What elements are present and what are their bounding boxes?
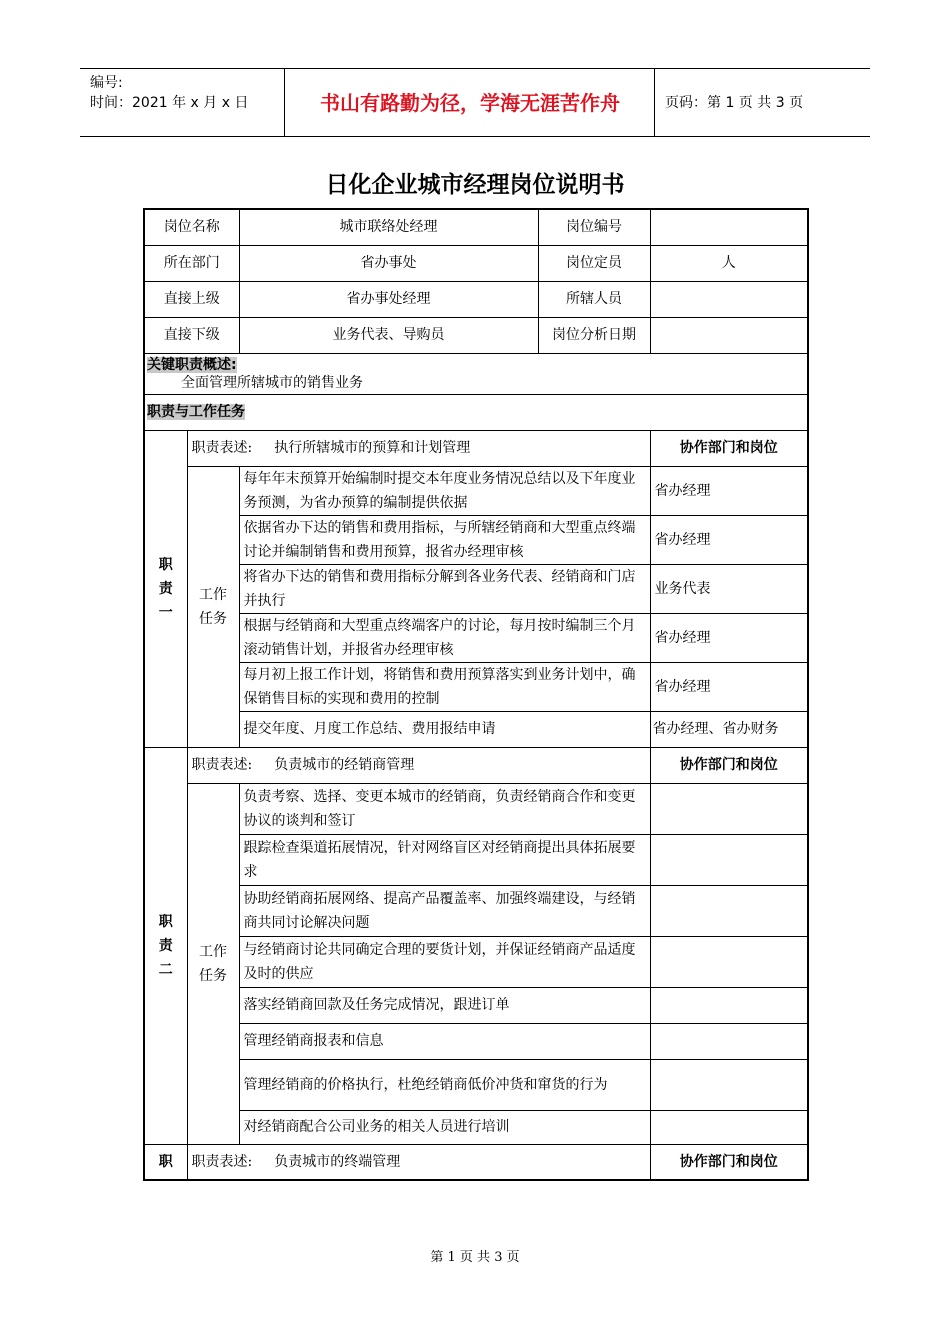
duty-name: 职 责 二: [144, 747, 187, 1144]
document-title: 日化企业城市经理岗位说明书: [325, 172, 625, 198]
duties-heading-row: [144, 394, 808, 430]
task-row: [144, 885, 808, 936]
info-value: [650, 209, 808, 245]
info-value: 城市联络处经理: [239, 209, 538, 245]
task-coop: 省办经理: [650, 466, 808, 515]
info-key: 岗位编号: [538, 209, 650, 245]
info-row: [144, 209, 808, 245]
duties-heading-cell: [144, 394, 808, 430]
task-row: [144, 515, 808, 564]
duty-description: 职责表述: 执行所辖城市的预算和计划管理: [187, 430, 650, 466]
task-text: 提交年度、月度工作总结、费用报结申请: [239, 711, 650, 747]
page-header: [80, 68, 870, 137]
task-row: [144, 1059, 808, 1110]
task-text: 落实经销商回款及任务完成情况，跟进订单: [239, 987, 650, 1023]
info-key: 直接下级: [144, 317, 239, 353]
coop-header: 协作部门和岗位: [650, 1144, 808, 1180]
task-text: 跟踪检查渠道拓展情况，针对网络盲区对经销商提出具体拓展要求: [239, 834, 650, 885]
duty-row: [144, 747, 808, 783]
header-page-number: 页码：第 1 页 共 3 页: [665, 95, 804, 111]
task-text: 将省办下达的销售和费用指标分解到各业务代表、经销商和门店并执行: [239, 564, 650, 613]
task-row: [144, 834, 808, 885]
task-text: 根据与经销商和大型重点终端客户的讨论，每月按时编制三个月滚动销售计划，并报省办经理审核: [239, 613, 650, 662]
task-coop: 省办经理、省办财务: [650, 711, 808, 747]
task-row: [144, 662, 808, 711]
task-coop: [650, 885, 808, 936]
info-key: 所在部门: [144, 245, 239, 281]
info-value: 省办事处经理: [239, 281, 538, 317]
task-text: 每月初上报工作计划，将销售和费用预算落实到业务计划中，确保销售目标的实现和费用的控制: [239, 662, 650, 711]
header-motto: 书山有路勤为径，学海无涯苦作舟: [320, 91, 620, 115]
duty-row: [144, 430, 808, 466]
info-row: [144, 281, 808, 317]
info-key: 岗位名称: [144, 209, 239, 245]
duty-name: 职 责 一: [144, 430, 187, 747]
task-coop: 省办经理: [650, 613, 808, 662]
document-time-label: 时间：2021 年 x 月 x 日: [90, 95, 249, 111]
header-meta: [90, 73, 248, 113]
job-description-table: [143, 208, 809, 1181]
info-value: [650, 317, 808, 353]
info-row: [144, 317, 808, 353]
info-value: 省办事处: [239, 245, 538, 281]
task-row: [144, 987, 808, 1023]
task-coop: 省办经理: [650, 662, 808, 711]
coop-header: 协作部门和岗位: [650, 430, 808, 466]
task-text: 对经销商配合公司业务的相关人员进行培训: [239, 1110, 650, 1144]
task-text: 负责考察、选择、变更本城市的经销商，负责经销商合作和变更协议的谈判和签订: [239, 783, 650, 834]
task-coop: [650, 783, 808, 834]
page-footer: 第 1 页 共 3 页: [430, 1250, 520, 1265]
task-row: [144, 1110, 808, 1144]
duty-description: 职责表述: 负责城市的终端管理: [187, 1144, 650, 1180]
task-text: 依据省办下达的销售和费用指标，与所辖经销商和大型重点终端讨论并编制销售和费用预算，报省办经理审核: [239, 515, 650, 564]
task-coop: [650, 1059, 808, 1110]
task-coop: 业务代表: [650, 564, 808, 613]
info-key: 岗位定员: [538, 245, 650, 281]
task-text: 管理经销商的价格执行，杜绝经销商低价冲货和窜货的行为: [239, 1059, 650, 1110]
task-row: [144, 1023, 808, 1059]
duties-heading: 职责与工作任务: [147, 404, 245, 420]
task-coop: [650, 987, 808, 1023]
task-coop: 省办经理: [650, 515, 808, 564]
task-text: 与经销商讨论共同确定合理的要货计划，并保证经销商产品适度及时的供应: [239, 936, 650, 987]
summary-cell: [144, 353, 808, 394]
task-row: [144, 711, 808, 747]
task-row: [144, 613, 808, 662]
summary-label: 关键职责概述:: [147, 356, 237, 373]
task-row: [144, 564, 808, 613]
task-label: 工作 任务: [187, 783, 239, 1144]
header-divider: [654, 69, 655, 136]
summary-row: [144, 353, 808, 394]
task-text: 管理经销商报表和信息: [239, 1023, 650, 1059]
info-value: 人: [650, 245, 808, 281]
task-row: [144, 783, 808, 834]
task-coop: [650, 1110, 808, 1144]
info-row: [144, 245, 808, 281]
task-coop: [650, 936, 808, 987]
task-text: 协助经销商拓展网络、提高产品覆盖率、加强终端建设，与经销商共同讨论解决问题: [239, 885, 650, 936]
duty-name: 职: [144, 1144, 187, 1180]
info-key: 所辖人员: [538, 281, 650, 317]
task-row: [144, 466, 808, 515]
task-row: [144, 936, 808, 987]
task-label: 工作 任务: [187, 466, 239, 747]
info-key: 岗位分析日期: [538, 317, 650, 353]
document-number-label: 编号:: [90, 75, 123, 91]
task-coop: [650, 1023, 808, 1059]
duty-row: [144, 1144, 808, 1180]
info-value: [650, 281, 808, 317]
info-key: 直接上级: [144, 281, 239, 317]
coop-header: 协作部门和岗位: [650, 747, 808, 783]
duty-description: 职责表述: 负责城市的经销商管理: [187, 747, 650, 783]
task-coop: [650, 834, 808, 885]
info-value: 业务代表、导购员: [239, 317, 538, 353]
summary-text: 全面管理所辖城市的销售业务: [181, 374, 363, 391]
task-text: 每年年末预算开始编制时提交本年度业务情况总结以及下年度业务预测，为省办预算的编制提供依据: [239, 466, 650, 515]
